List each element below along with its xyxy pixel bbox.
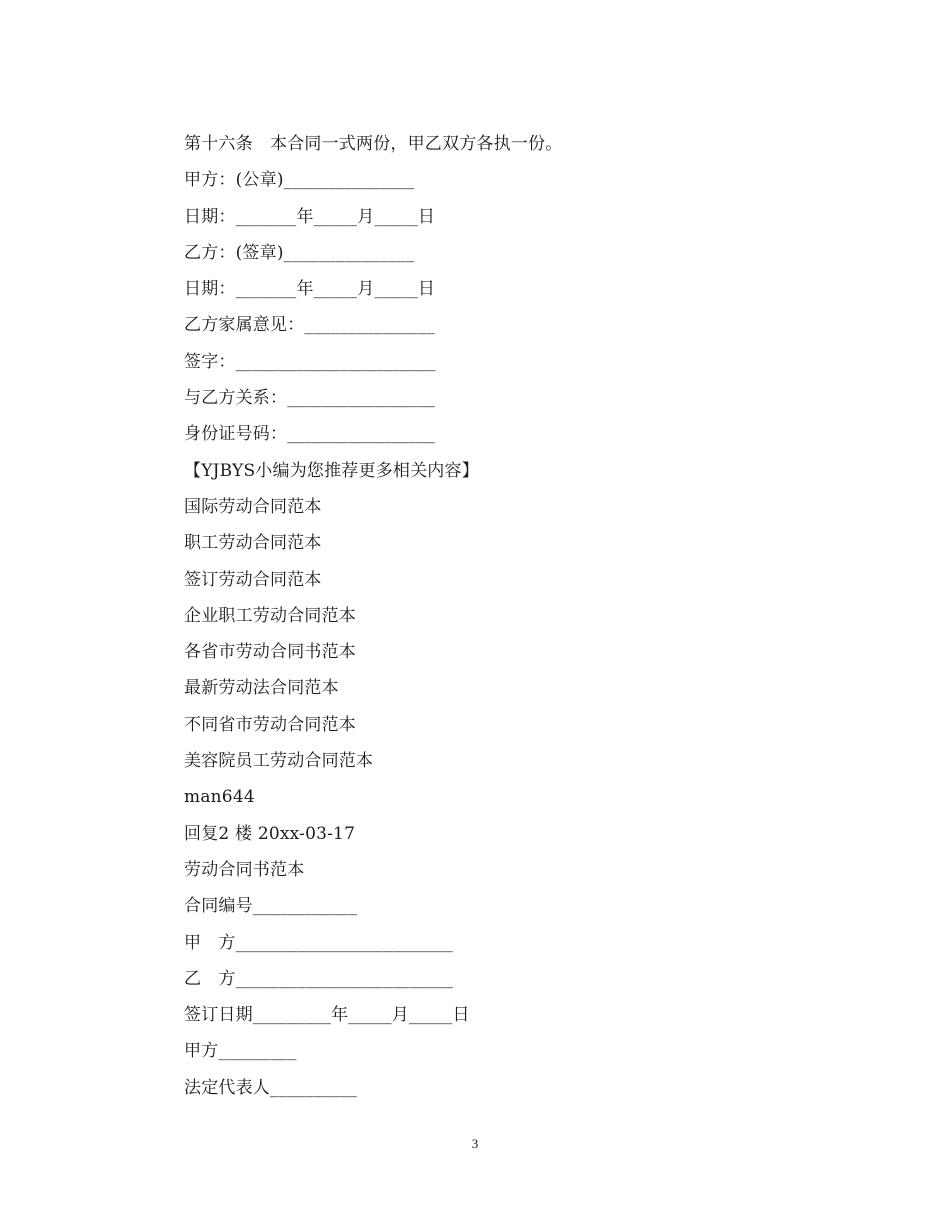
party-b-date-line: 日期：_______年_____月_____日	[184, 279, 436, 300]
party-a-date-line: 日期：_______年_____月_____日	[184, 206, 436, 227]
party-a-line: 甲 方_________________________	[184, 932, 454, 953]
reply-info: 回复2 楼 20xx-03-17	[184, 823, 356, 844]
contract-title: 劳动合同书范本	[184, 859, 305, 880]
party-b-signature-line: 乙方：(签章)_______________	[184, 242, 415, 263]
clause-sixteen: 第十六条 本合同一式两份，甲乙双方各执一份。	[184, 134, 563, 154]
recommended-item: 签订劳动合同范本	[184, 569, 322, 590]
party-a-seal-line: 甲方：(公章)_______________	[184, 170, 415, 191]
id-number-line: 身份证号码：_________________	[184, 424, 436, 445]
legal-representative-line: 法定代表人__________	[184, 1077, 357, 1098]
party-a-short-line: 甲方_________	[184, 1041, 297, 1062]
relationship-line: 与乙方关系：_________________	[184, 388, 436, 409]
recommended-item: 职工劳动合同范本	[184, 533, 322, 554]
recommended-item: 最新劳动法合同范本	[184, 678, 339, 699]
page-number: 3	[471, 1136, 479, 1151]
recommended-item: 不同省市劳动合同范本	[184, 714, 356, 735]
recommended-item: 各省市劳动合同书范本	[184, 642, 356, 663]
document-body	[184, 126, 784, 1106]
author-name: man644	[184, 787, 255, 808]
signature-line: 签字：_______________________	[184, 351, 436, 372]
recommended-item: 国际劳动合同范本	[184, 496, 322, 517]
party-b-line: 乙 方_________________________	[184, 968, 454, 989]
recommended-item: 企业职工劳动合同范本	[184, 605, 356, 626]
contract-number-line: 合同编号____________	[184, 896, 358, 917]
signing-date-line: 签订日期_________年_____月_____日	[184, 1005, 470, 1026]
recommended-item: 美容院员工劳动合同范本	[184, 751, 374, 772]
recommendation-heading: 【YJBYS小编为您推荐更多相关内容】	[184, 460, 479, 481]
family-opinion-line: 乙方家属意见：_______________	[184, 315, 435, 336]
